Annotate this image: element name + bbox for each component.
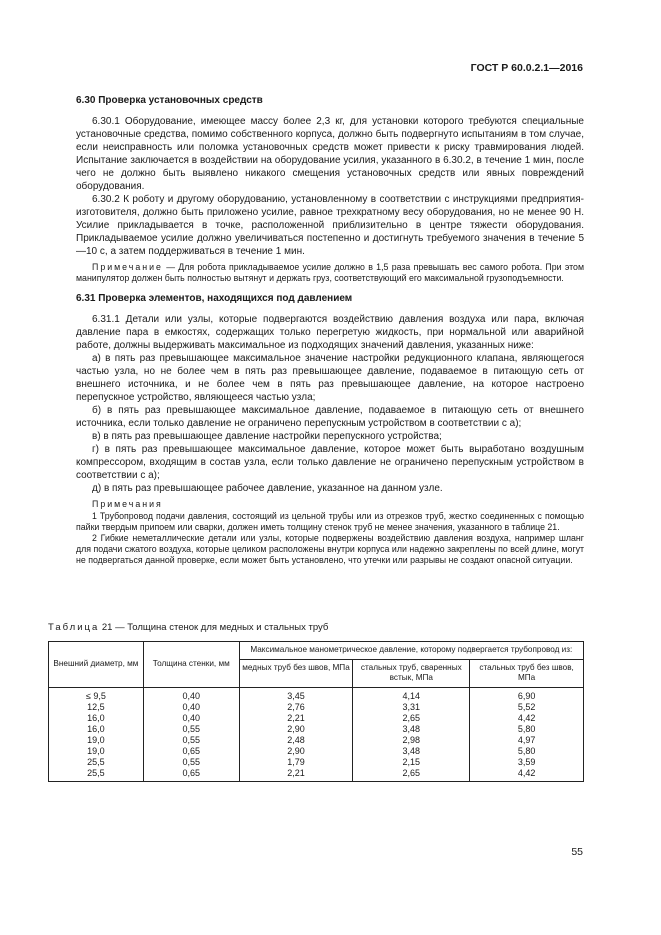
table-caption-text: 21 — Толщина стенок для медных и стальных труб xyxy=(99,622,329,633)
page-number: 55 xyxy=(571,846,583,858)
note-label: Примечание xyxy=(92,262,163,272)
table-row xyxy=(49,687,584,702)
cell: 2,15 xyxy=(353,757,470,768)
item-g: г) в пять раз превышающее максимальное давление, которое может быть выработано воздушным компрессором, входящим в состав узла, если только давление не ограничено перепускным устройством в соответствии с а); xyxy=(76,444,584,482)
section-6-30-heading: 6.30 Проверка установочных средств xyxy=(76,95,263,106)
cell: 0,55 xyxy=(143,724,239,735)
note-2: 2 Гибкие неметаллические детали или узлы, которые подвержены воздействию давления воздуха, например шланг для подачи сжатого воздуха, которые целиком расположены внутри корпуса или надежно закреплены по всей длине, могут не подвергаться данной проверке, если может быть установлено, что утечки или разрывы не создают опасной ситуации. xyxy=(76,533,584,566)
cell: 5,52 xyxy=(470,702,584,713)
cell: 2,76 xyxy=(239,702,353,713)
cell: 2,65 xyxy=(353,768,470,782)
cell: 5,80 xyxy=(470,746,584,757)
paragraph-6-30-2: 6.30.2 К роботу и другому оборудованию, установленному в соответствии с инструкциями предприятия-изготовителя, должно быть приложено усилие, равное трехкратному весу оборудования, но не менее 90 Н. Усилие прикладывается в точке, расположенной приблизительно в центре тяжести оборудования. Прикладываемое усилие должно увеличиваться постепенно и достигнуть требуемого значения в течение 5—10 с, а затем поддерживаться в течение 1 мин. xyxy=(76,194,584,257)
header-pressure: Максимальное манометрическое давление, которому подвергается трубопровод из: xyxy=(239,642,583,660)
cell: 3,48 xyxy=(353,724,470,735)
header-diameter: Внешний диаметр, мм xyxy=(49,642,144,688)
cell: 3,59 xyxy=(470,757,584,768)
note-1: 1 Трубопровод подачи давления, состоящий из цельной трубы или из отрезков труб, жестко соединенных с помощью пайки твердым припоем или сварки, должен иметь толщину стенок труб не менее значения, указанного в таблице 21. xyxy=(76,510,584,532)
cell: 19,0 xyxy=(49,746,144,757)
cell: 19,0 xyxy=(49,735,144,746)
cell: 3,45 xyxy=(239,687,353,702)
cell: 2,98 xyxy=(353,735,470,746)
item-v: в) в пять раз превышающее давление настройки перепускного устройства; xyxy=(92,431,442,443)
cell: 0,65 xyxy=(143,768,239,782)
cell: 0,65 xyxy=(143,746,239,757)
table-row xyxy=(49,746,584,757)
cell: 4,42 xyxy=(470,768,584,782)
cell: 25,5 xyxy=(49,768,144,782)
cell: 2,21 xyxy=(239,768,353,782)
cell: 16,0 xyxy=(49,713,144,724)
notes-label xyxy=(76,499,584,510)
header-thickness: Толщина стенки, мм xyxy=(143,642,239,688)
cell: 12,5 xyxy=(49,702,144,713)
table-row xyxy=(49,757,584,768)
item-a: а) в пять раз превышающее максимальное значение настройки редукционного клапана, являющегося частью узла, но не более чем в пять раз превышающее давление, подаваемое в питающую сеть от внешнего источника, и не более чем в пять раз превышающее давление, на которое настроено перепускное устройство, являющееся частью узла; xyxy=(76,353,584,404)
document-body xyxy=(76,94,584,567)
cell: 2,90 xyxy=(239,746,353,757)
document-id: ГОСТ Р 60.0.2.1—2016 xyxy=(470,62,583,74)
item-b: б) в пять раз превышающее максимальное давление, подаваемое в питающую сеть от внешнего источника, если только давление не ограничено перепускным устройством в соответствии с а); xyxy=(76,405,584,430)
section-6-31-heading: 6.31 Проверка элементов, находящихся под давлением xyxy=(76,293,353,305)
cell: 0,40 xyxy=(143,687,239,702)
cell: 6,90 xyxy=(470,687,584,702)
table-row xyxy=(49,724,584,735)
cell: 0,40 xyxy=(143,713,239,724)
note-text: — Для робота прикладываемое усилие должно в 1,5 раза превышать вес самого робота. При этом манипулятор должен быть полностью вытянут и держать груз, соответствующий его максимальной грузоподъемности. xyxy=(76,262,584,284)
cell: 4,42 xyxy=(470,713,584,724)
cell: 3,48 xyxy=(353,746,470,757)
cell: 0,55 xyxy=(143,735,239,746)
cell: 5,80 xyxy=(470,724,584,735)
cell: 3,31 xyxy=(353,702,470,713)
cell: 0,55 xyxy=(143,757,239,768)
paragraph-6-30-1: 6.30.1 Оборудование, имеющее массу более 2,3 кг, для установки которого требуются специальные установочные средства, помимо собственного корпуса, должно быть подвергнуто испытаниям в том случае, если неисправность или поломка установочных средств может привести к риску травмирования людей. Испытание заключается в воздействии на оборудование усилия, указанного в 6.30.2, в течение 1 мин, после чего не должно быть выявлено никакого смещения установочных средств или явных повреждений оборудования. xyxy=(76,116,584,192)
cell: ≤ 9,5 xyxy=(49,687,144,702)
header-copper: медных труб без швов, МПа xyxy=(239,659,353,687)
table-caption xyxy=(48,622,328,633)
cell: 25,5 xyxy=(49,757,144,768)
cell: 2,21 xyxy=(239,713,353,724)
cell: 4,97 xyxy=(470,735,584,746)
cell: 2,48 xyxy=(239,735,353,746)
note-6-30 xyxy=(76,262,584,284)
table-row xyxy=(49,768,584,782)
wall-thickness-table xyxy=(48,641,584,782)
table-row xyxy=(49,713,584,724)
cell: 4,14 xyxy=(353,687,470,702)
table-row xyxy=(49,702,584,713)
header-seamless-steel: стальных труб без швов, МПа xyxy=(470,659,584,687)
cell: 1,79 xyxy=(239,757,353,768)
table-caption-label: Таблица xyxy=(48,622,100,633)
cell: 2,90 xyxy=(239,724,353,735)
item-d: д) в пять раз превышающее рабочее давление, указанное на данном узле. xyxy=(92,483,443,495)
cell: 2,65 xyxy=(353,713,470,724)
cell: 0,40 xyxy=(143,702,239,713)
header-welded-steel: стальных труб, сваренных встык, МПа xyxy=(353,659,470,687)
notes-label-text: Примечания xyxy=(92,499,163,510)
paragraph-6-31-1: 6.31.1 Детали или узлы, которые подвергаются воздействию давления воздуха или пара, включая давление пара в емкостях, содержащих только перегретую жидкость, при нормальной или аварийной работе, должны выдерживать максимальное из подходящих значений давления, указанных ниже: xyxy=(76,314,584,352)
table-row xyxy=(49,735,584,746)
cell: 16,0 xyxy=(49,724,144,735)
